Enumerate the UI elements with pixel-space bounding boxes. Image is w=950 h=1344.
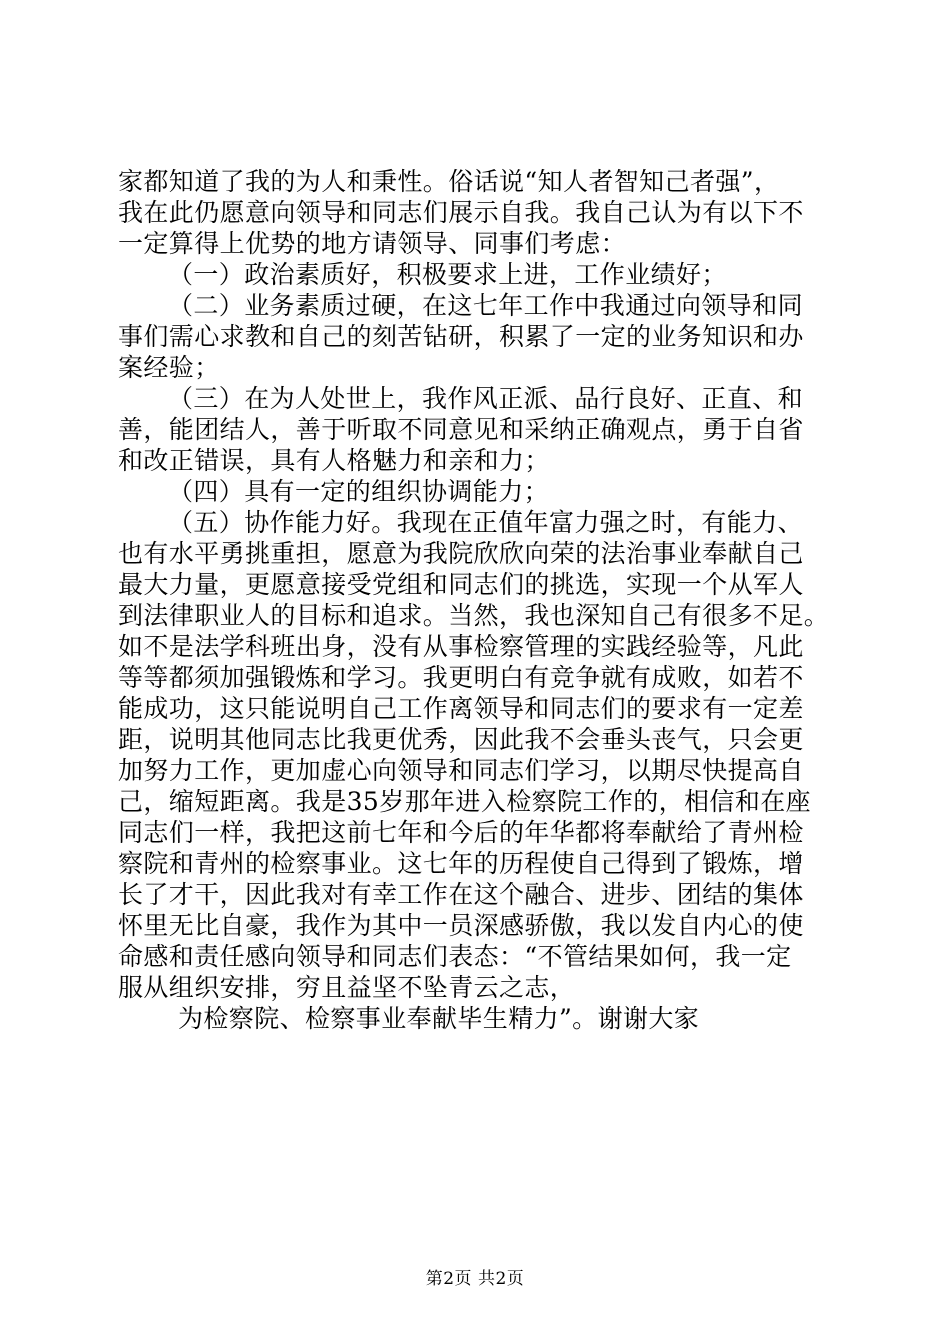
text-line: 怀里无比自豪，我作为其中一员深感骄傲，我以发自内心的使 <box>118 911 804 940</box>
text-line: 能成功，这只能说明自己工作离领导和同志们的要求有一定差 <box>118 694 804 723</box>
text-line: 己，缩短距离。我是35岁那年进入检察院工作的，相信和在座 <box>118 787 812 816</box>
list-item-3: （三）在为人处世上，我作风正派、品行良好、正直、和 <box>168 384 804 413</box>
text-line: 察院和青州的检察事业。这七年的历程使自己得到了锻炼，增 <box>118 849 804 878</box>
document-body <box>118 166 838 1034</box>
text-line: 家都知道了我的为人和秉性。俗话说“知人者智知己者强”， <box>118 167 780 196</box>
text-line: 长了才干，因此我对有幸工作在这个融合、进步、团结的集体 <box>118 880 804 909</box>
text-line: 到法律职业人的目标和追求。当然，我也深知自己有很多不足。 <box>118 601 830 630</box>
text-line: 一定算得上优势的地方请领导、同事们考虑： <box>118 229 627 258</box>
page-footer <box>0 1268 950 1290</box>
text-line: 事们需心求教和自己的刻苦钻研，积累了一定的业务知识和办 <box>118 322 804 351</box>
text-line: 命感和责任感向领导和同志们表态：“不管结果如何，我一定 <box>118 942 792 971</box>
list-item-4: （四）具有一定的组织协调能力； <box>168 477 550 506</box>
text-line: 距，说明其他同志比我更优秀，因此我不会垂头丧气，只会更 <box>118 725 804 754</box>
text-line: 加努力工作，更加虚心向领导和同志们学习，以期尽快提高自 <box>118 756 804 785</box>
text-line: 也有水平勇挑重担，愿意为我院欣欣向荣的法治事业奉献自己 <box>118 539 804 568</box>
closing-line: 为检察院、检察事业奉献毕生精力”。谢谢大家 <box>178 1004 700 1033</box>
list-item-2: （二）业务素质过硬，在这七年工作中我通过向领导和同 <box>168 291 804 320</box>
text-line: 案经验； <box>118 353 220 382</box>
text-line: 服从组织安排，穷且益坚不坠青云之志， <box>118 973 576 1002</box>
text-line: 同志们一样，我把这前七年和今后的年华都将奉献给了青州检 <box>118 818 804 847</box>
text-line: 如不是法学科班出身，没有从事检察管理的实践经验等，凡此 <box>118 632 804 661</box>
text-line: 等等都须加强锻炼和学习。我更明白有竞争就有成败，如若不 <box>118 663 804 692</box>
list-item-5: （五）协作能力好。我现在正值年富力强之时，有能力、 <box>168 508 804 537</box>
text-line: 我在此仍愿意向领导和同志们展示自我。我自己认为有以下不 <box>118 198 804 227</box>
list-item-1: （一）政治素质好，积极要求上进，工作业绩好； <box>168 260 727 289</box>
text-line: 最大力量，更愿意接受党组和同志们的挑选，实现一个从军人 <box>118 570 804 599</box>
page-number-label: 第2页 共2页 <box>425 1269 525 1289</box>
text-line: 善，能团结人，善于听取不同意见和采纳正确观点，勇于自省 <box>118 415 804 444</box>
text-line: 和改正错误，具有人格魅力和亲和力； <box>118 446 550 475</box>
